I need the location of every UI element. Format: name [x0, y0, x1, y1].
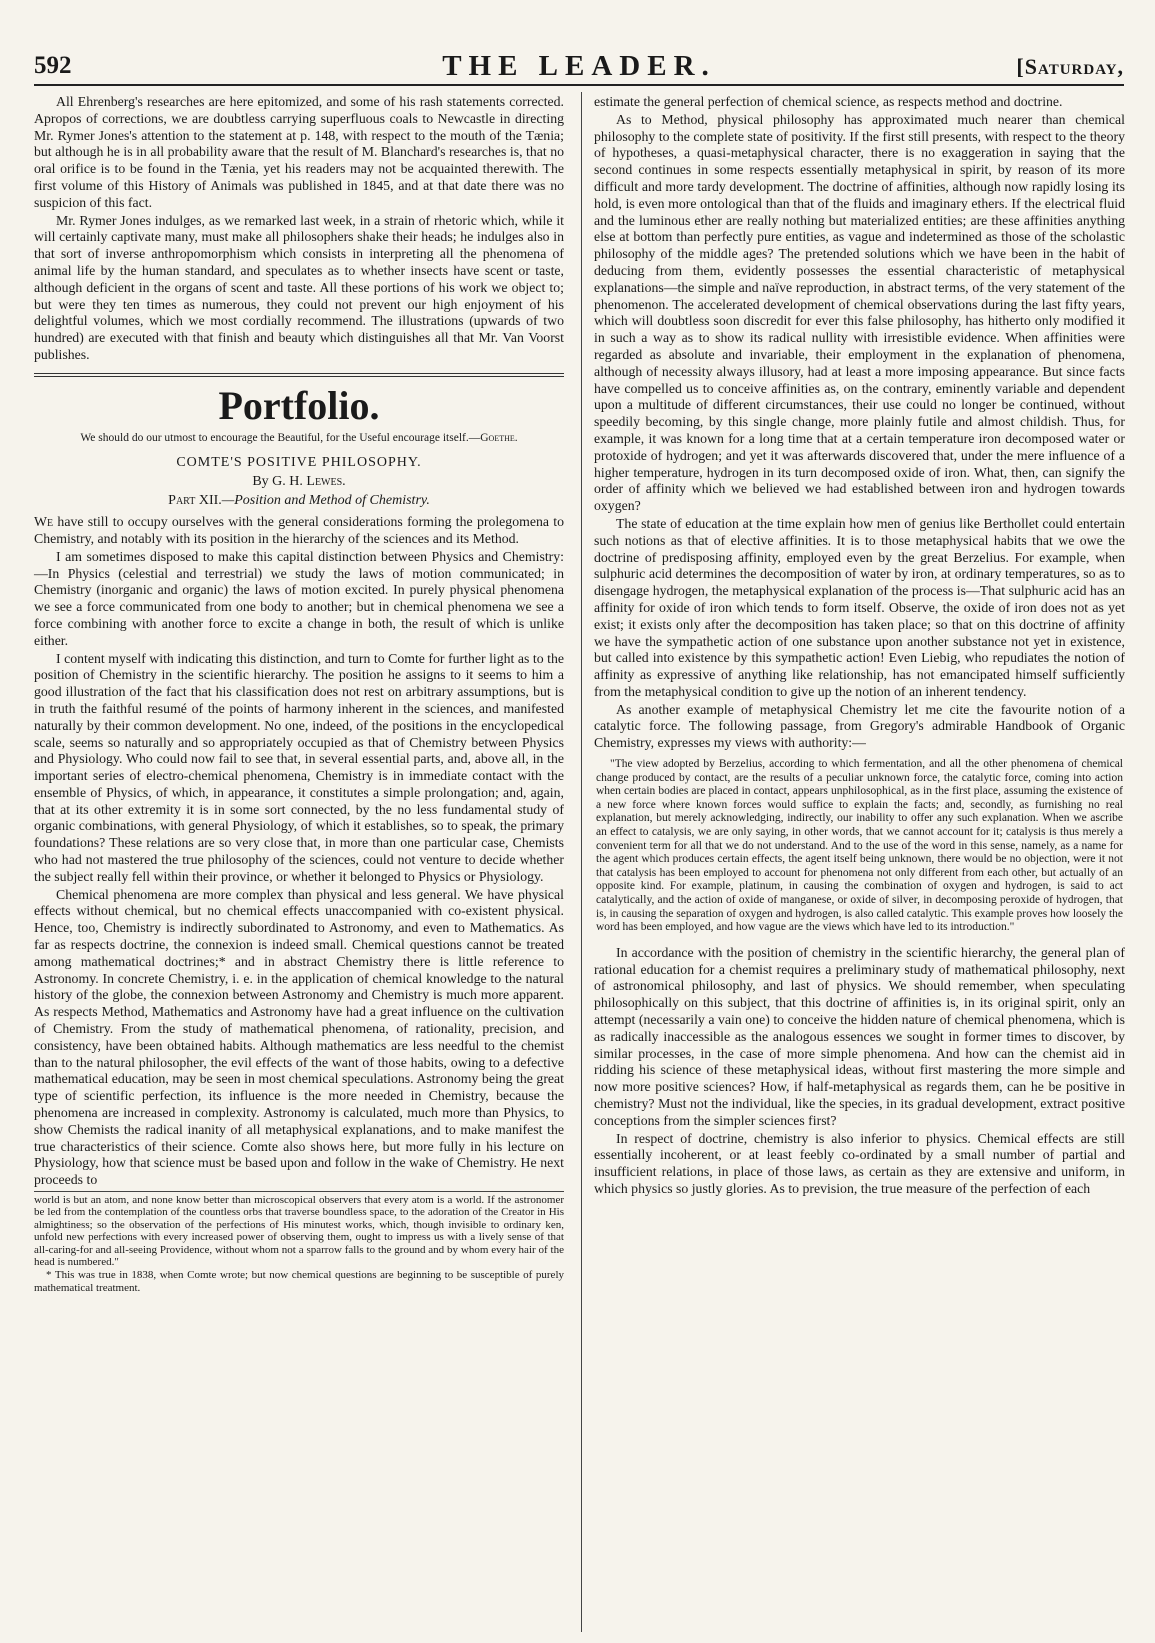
- issue-day: [Saturday,: [1016, 54, 1124, 79]
- footnotes: [34, 1194, 564, 1294]
- footnote-divider: [34, 1191, 564, 1192]
- article-title: COMTE'S POSITIVE PHILOSOPHY.: [176, 454, 422, 470]
- article-paragraph: I content myself with indicating this distinction, and turn to Comte for further light as to the position of Chemistry in the scientific hierarchy. The position he assigns to it seems to him a good illustration of the fact that his classification does not rest on arbitrary assumptions, but is in truth the faithful resumé of the points of harmony inherent in the sciences, and manifested naturally by their common development. No one, indeed, of the positions in the encyclopedical scale, seems so naturally and so appropriately occupied as that of Chemistry between Physics and Physiology. Who could now fail to see that, in several essential parts, and, above all, in the important series of electro-chemical phenomena, Chemistry is in immediate contact with the ensemble of Physics, of which, in appearance, it constitutes a simple prolongation; and, again, that at its other extremity it is in some sort connected, by the no less fundamental study of organic combinations, with general Physiology, of which it establishes, so to speak, the primary foundations? These relations are so very close that, in more than one particular case, Chemists who had not mastered the true philosophy of the sciences, could not venture to decide whether the subject really fell within their province, or whether it belonged to Physics or Physiology.: [34, 650, 564, 884]
- article-paragraph: As another example of metaphysical Chemistry let me cite the favourite notion of a catalytic force. The following passage, from Gregory's admirable Handbook of Organic Chemistry, expresses my views with authority:—: [594, 701, 1125, 751]
- block-quote: [594, 758, 1125, 935]
- article-paragraph: The state of education at the time explain how men of genius like Berthollet could entertain such notions as that of elective affinities. It is to those metaphysical habits that we owe the doctrine of predisposing affinity, employed even by the great Berzelius. For example, when sulphuric acid determines the decomposition of water by iron, at ordinary temperatures, so as to disengage hydrogen, the metaphysical explanation of the process is—That sulphuric acid has an affinity for oxide of iron which tends to form itself. Observe, the oxide of iron does not as yet exist; it exists only after the decomposition has taken place; so that on this doctrine of affinity we have the sympathetic action of one substance upon another substance not yet in existence, but called into existence by this sympathetic action! Even Liebig, who repudiates the notion of affinity as expressive of anything like relationship, has not emancipated himself sufficiently from the metaphysical condition to give up the notion of an inherent tendency.: [594, 515, 1125, 699]
- lead-word: We: [34, 514, 54, 530]
- newspaper-title: THE LEADER.: [442, 50, 716, 82]
- page-number: 592: [34, 52, 72, 79]
- portfolio-heading: Portfolio.: [218, 382, 380, 428]
- article-part: [34, 493, 564, 510]
- footnote-star: * This was true in 1838, when Comte wrote; but now chemical questions are beginning to be susceptible of purely mathematical treatment.: [34, 1269, 564, 1294]
- article-paragraph: I am sometimes disposed to make this capital distinction between Physics and Chemistry:—In Physics (celestial and terrestrial) we study the laws of motion communicated; in Chemistry (inorganic and organic) the laws of motion excited. In purely physical phenomena we see a force communicated from one body to another; but in chemical phenomena we see a force combining with another force to excite a change in both, the result of which is unlike either.: [34, 548, 564, 648]
- motto-attribution: Goethe.: [480, 431, 518, 444]
- review-paragraph: All Ehrenberg's researches are here epitomized, and some of his rash statements corrected. Apropos of corrections, we are doubtless carrying superfluous coals to Newcastle in directing Mr. Rymer Jones's attention to the statement at p. 148, with respect to the mouth of the Tænia; but although he is in all probability aware that the result of M. Blanchard's researches is, that no oral orifice is to be found in the Tænia, yet his readers may not be acquainted therewith. The first volume of this History of Animals was published in 1845, and at that date there was no suspicion of this fact.: [34, 94, 564, 210]
- part-subtitle: —Position and Method of Chemistry.: [221, 493, 430, 509]
- review-paragraph: Mr. Rymer Jones indulges, as we remarked last week, in a strain of rhetoric which, while it will certainly captivate many, must make all philosophers shake their heads; he indulges also in that sort of inverse anthropomorphism which consists in interpreting all the phenomena of animal life by the human standard, and speculates as to whether insects have scent or taste, although deficient in the organs of scent and taste. All these portions of his work we object to; but were they ten times as numerous, they could not prevent our high enjoyment of his delightful volumes, which we most cordially recommend. The illustrations (upwards of two hundred) are executed with that finish and beauty which distinguishes all that Mr. Van Voorst publishes.: [34, 212, 564, 362]
- motto-text: We should do our utmost to encourage the Beautiful, for the Useful encourage itself.—: [80, 431, 481, 444]
- section-divider: [34, 373, 564, 377]
- lead-text: have still to occupy ourselves with the general considerations forming the prolegomena to Chemistry, and notably with its position in the hierarchy of the sciences and its Method.: [34, 514, 564, 546]
- part-label: Part XII.: [168, 493, 222, 509]
- masthead: [34, 44, 1124, 86]
- author-name: Lewes.: [306, 473, 346, 489]
- article-lead-paragraph: [34, 514, 564, 548]
- article-paragraph: In respect of doctrine, chemistry is also inferior to physics. Chemical effects are still essentially incoherent, or at least feebly co-ordinated by a small number of partial and insufficient relations, in place of those laws, as certain as they are extensive and uniform, in which physics so justly glories. As to prevision, the true measure of the perfection of each: [594, 1130, 1125, 1196]
- article-paragraph: estimate the general perfection of chemical science, as respects method and doctrine.: [594, 94, 1063, 109]
- footnote-continued: world is but an atom, and none know better than microscopical observers that every atom is a world. If the astronomer be led from the contemplation of the countless orbs that traverse boundless space, to the adoration of the Creator in His almightiness; so the observation of the perfections of His minutest works, which, though invisible to ordinary ken, unfold new perfections with every increased power of observing them, ought to impress us with a lively sense of that all-caring-for and all-seeing Providence, without whom not a sparrow falls to the ground and by whom every hair of the head is numbered.": [34, 1194, 564, 1269]
- article-byline: [34, 474, 564, 491]
- byline-prefix: By G. H.: [252, 473, 307, 489]
- article-paragraph: In accordance with the position of chemistry in the scientific hierarchy, the general plan of rational education for a chemist requires a preliminary study of mathematical philosophy, next of astronomical philosophy, and last of physics. We should remember, when speculating philosophically on this subject, that this doctrine of affinities is, in its original spirit, only an attempt (necessarily a vain one) to conceive the hidden nature of chemical phenomena, which is as radically inaccessible as the analogous essences we sought in former times to discover, by similar processes, in the case of more simple phenomena. And how can the chemist aid in ridding his science of these metaphysical ideas, without first mastering the more simple and now more positive sciences? How, if half-metaphysical as regards them, can he be positive in chemistry? Must not the individual, like the species, in its gradual development, extract positive conceptions from the simpler sciences first?: [594, 944, 1125, 1128]
- quote-text: "The view adopted by Berzelius, according to which fermentation, and all the other phenomena of chemical change produced by contact, are the results of a peculiar unknown force, the catalytic force, coming into action when certain bodies are placed in contact, appears unphilosophical, as in the first place, assuming the existence of a new force where known forces would suffice to explain the facts; and, secondly, as furnishing no real explanation, but merely acknowledging, indirectly, our inability to offer any such explanation. When we ascribe an effect to catalysis, we are only saying, in other words, that we cannot account for it; catalysis is thus merely a convenient term for all that we do not understand. And to the use of the word in this sense, namely, as a name for the agent which produces certain effects, the agent itself being unknown, there would be no objection, were it not that catalysis has been employed to account for phenomena not only different from each other, but actually of an opposite kind. For example, platinum, in causing the combination of oxygen and hydrogen, is said to act catalytically, and the action of oxide of manganese, or oxide of silver, in decomposing peroxide of hydrogen, that is, in causing the separation of oxygen and hydrogen, is also called catalytic. This example proves how loosely the word has been employed, and how vague are the views which have led to its introduction.": [596, 758, 1123, 934]
- right-column: [594, 94, 1125, 1198]
- article-paragraph: As to Method, physical philosophy has approximated much nearer than chemical philosophy to the complete state of positivity. If the first still presents, with respect to the theory of hypotheses, a quasi-metaphysical character, there is no exaggeration in saying that the second continues in some respects essentially metaphysical in spirit, by reason of its more difficult and more tardy development. The doctrine of affinities, although now rapidly losing its hold, is even more ontological than that of the fluids and imaginary ethers. If the electrical fluid and the luminous ether are really nothing but materialized entities; are these affinities anything else at bottom than perfectly pure entities, as vague and indetermined as those of the scholastic philosophy of the middle ages? The pretended solutions which we have been in the habit of deducing from them, evidently possesses the essential characteristic of metaphysical explanations—the simple and naïve reproduction, in abstract terms, of the very statement of the phenomenon. The accelerated development of chemical observations during the last fifty years, which will doubtless soon discredit for ever this false philosophy, has hitherto only modified it in such a way as to show its radical nullity with irresistible evidence. When affinities were regarded as absolute and invariable, their employment in the explanation of phenomena, although of necessity always illusory, had at least a more imposing appearance. But since facts have compelled us to conceive affinities as, on the contrary, eminently variable and dependent upon a multitude of different circumstances, their use could no longer be continued, without speedily becoming, by this single change, more plainly futile and almost childish. Thus, for example, it was known for a long time that at a certain temperature iron decomposed water or protoxide of hydrogen; and yet it was afterwards discovered that, under the mere influence of a higher temperature, hydrogen in its turn decomposed oxide of iron. What, then, can signify the order of affinity which we believed we had established between iron and hydrogen towards oxygen?: [594, 111, 1125, 514]
- column-divider: [581, 92, 582, 1632]
- article-paragraph: Chemical phenomena are more complex than physical and less general. We have physical effects without chemical, but no chemical effects unaccompanied with co-existent physical. Hence, too, Chemistry is indirectly subordinated to Astronomy, and even to Mathematics. As far as respects doctrine, the connexion is indeed small. Chemical questions cannot be treated among mathematical doctrines;* and in abstract Chemistry there is little reference to Astronomy. In concrete Chemistry, i. e. in the application of chemical knowledge to the natural history of the globe, the connexion between Astronomy and Chemistry is much more apparent. As respects Method, Mathematics and Astronomy have had a great influence on the cultivation of Chemistry. From the study of mathematical phenomena, of rationality, precision, and consistency, have been obtained habits. Although mathematics are less needful to the chemist than to the natural philosopher, the evil effects of the want of those habits, owing to a defective mathematical education, may be seen in most chemical speculations. Astronomy being the great type of scientific perfection, its influence is the more needed in Chemistry, because the phenomena are increased in complexity. Astronomy is calculated, much more than Physics, to show Chemists the radical inanity of all metaphysical explanations, and to make manifest the true characteristics of their science. Comte also shows here, but more fully in his lecture on Physiology, how that science must be based upon and follow in the wake of Chemistry. He next proceeds to: [34, 886, 564, 1188]
- left-column: [34, 94, 564, 1294]
- portfolio-motto: [64, 432, 534, 445]
